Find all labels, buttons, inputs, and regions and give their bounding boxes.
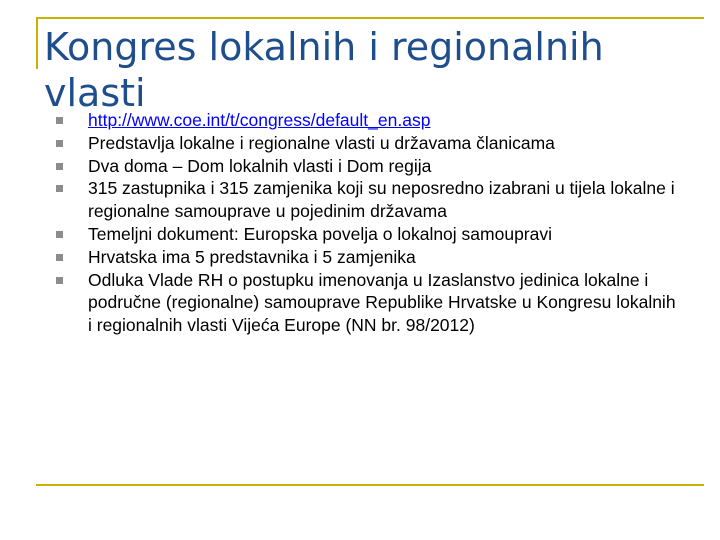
square-bullet-icon	[56, 163, 63, 170]
bullet-item-link	[56, 109, 676, 132]
bullet-text: Predstavlja lokalne i regionalne vlasti u državama članicama	[88, 132, 555, 153]
top-left-rule	[36, 17, 38, 69]
bullet-text: Temeljni dokument: Europska povelja o lokalnoj samoupravi	[88, 223, 552, 244]
bullet-item	[56, 269, 676, 337]
bottom-rule	[36, 484, 704, 486]
congress-link[interactable]: http://www.coe.int/t/congress/default_en.asp	[88, 110, 431, 130]
square-bullet-icon	[56, 117, 63, 124]
square-bullet-icon	[56, 277, 63, 284]
top-rule	[36, 17, 704, 19]
square-bullet-icon	[56, 254, 63, 261]
square-bullet-icon	[56, 185, 63, 192]
bullet-text: Dva doma – Dom lokalnih vlasti i Dom regija	[88, 155, 432, 176]
bullet-item	[56, 223, 676, 246]
square-bullet-icon	[56, 231, 63, 238]
bullet-item	[56, 177, 676, 223]
bullet-text: Odluka Vlade RH o postupku imenovanja u Izaslanstvo jedinica lokalne i područne (regionalne) samouprave Republike Hrvatske u Kongresu lokalnih i regionalnih vlasti Vijeća Europe (NN br. 98/2012)	[88, 269, 676, 336]
bullet-item	[56, 246, 676, 269]
bullet-item	[56, 155, 676, 178]
bullet-text: Hrvatska ima 5 predstavnika i 5 zamjenika	[88, 246, 416, 267]
bullet-list	[56, 109, 676, 337]
bullet-item	[56, 132, 676, 155]
bullet-text: 315 zastupnika i 315 zamjenika koji su neposredno izabrani u tijela lokalne i regionalne samouprave u pojedinim državama	[88, 178, 675, 222]
square-bullet-icon	[56, 140, 63, 147]
slide-title: Kongres lokalnih i regionalnih vlasti	[44, 25, 604, 115]
